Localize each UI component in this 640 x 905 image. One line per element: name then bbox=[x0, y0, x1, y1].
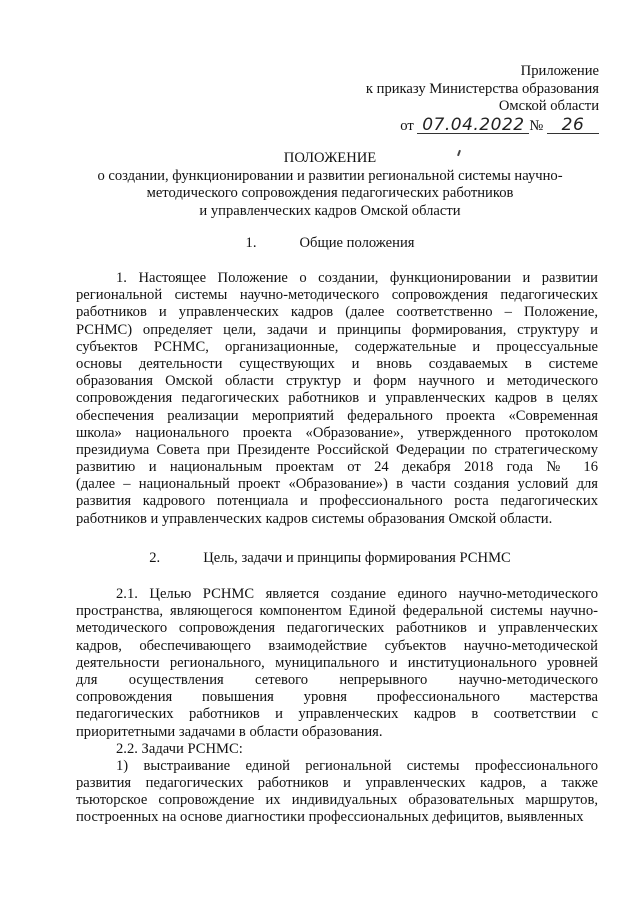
text-line: методического сопровождения педагогических работников и управленческих bbox=[76, 620, 598, 637]
number-label: № bbox=[529, 117, 544, 134]
text-line: школа» национального проекта «Образование», утвержденного протоколом bbox=[76, 424, 598, 441]
document-title bbox=[60, 150, 600, 220]
appendix-date-line bbox=[366, 114, 599, 136]
text-line: сопровождения педагогических работников и управленческих кадров в целях bbox=[76, 390, 598, 407]
text-line: основы деятельности существующих и вновь создаваемых в системе bbox=[76, 355, 598, 372]
text-line: сопровождения повышения уровня профессионального мастерства bbox=[76, 689, 598, 706]
text-line: президиума Совета при Президенте Российской Федерации по стратегическому bbox=[76, 441, 598, 458]
section-1-number: 1. bbox=[245, 235, 257, 251]
from-label: от bbox=[400, 117, 414, 134]
text-line: 1) выстраивание единой региональной системы профессионального bbox=[116, 757, 598, 774]
title-heading: ПОЛОЖЕНИЕ bbox=[283, 150, 377, 166]
text-line: 1. Настоящее Положение о создании, функционировании и развитии bbox=[116, 270, 598, 286]
handwritten-number: 26 bbox=[547, 117, 599, 134]
text-line: тьюторское сопровождение их индивидуальных образовательных маршрутов, bbox=[76, 792, 598, 809]
text-line: построенных на основе диагностики профессиональных дефицитов, выявленных bbox=[76, 809, 584, 826]
text-line: 2.1. Целью РСНМС является создание единого научно-методического bbox=[116, 586, 598, 602]
appendix-header bbox=[366, 63, 599, 135]
handwritten-date: 07.04.2022 bbox=[417, 117, 529, 134]
text-line: развитию и национальным проектам от 24 декабря 2018 года № 16 bbox=[76, 459, 598, 476]
text-line: региональной системы научно-методического сопровождения педагогических bbox=[76, 287, 598, 304]
text-line: кадров, обеспечивающего взаимодействие субъектов научно-методической bbox=[76, 637, 598, 654]
section-1-body bbox=[76, 270, 598, 528]
title-subtitle-line-1: о создании, функционировании и развитии региональной системы научно- bbox=[97, 167, 563, 184]
title-subtitle-line-3: и управленческих кадров Омской области bbox=[199, 202, 461, 219]
text-line: для осуществления сетевого непрерывного научно-методического bbox=[76, 671, 598, 688]
text-line: работников и управленческих кадров системы образования Омской области. bbox=[76, 510, 553, 527]
section-2-number: 2. bbox=[149, 550, 161, 566]
section-2-title: Цель, задачи и принципы формирования РСНМС bbox=[203, 550, 511, 566]
text-line: деятельности регионального, муниципального и институционального уровней bbox=[76, 654, 598, 671]
section-2-heading bbox=[60, 550, 600, 567]
section-1-heading bbox=[60, 235, 600, 252]
text-line: субъектов РСНМС, организационные, содержательные и процессуальные bbox=[76, 338, 598, 355]
text-line: развития кадрового потенциала и профессионального роста педагогических bbox=[76, 493, 598, 510]
text-line: РСНМС) определяет цели, задачи и принципы формирования, структуру и bbox=[76, 321, 598, 338]
section-2-body bbox=[76, 586, 598, 827]
appendix-order-ref: к приказу Министерства образования bbox=[365, 80, 599, 97]
text-line: пространства, являющегося компонентом Единой федеральной системы научно- bbox=[76, 603, 598, 620]
text-line: педагогических работников и управленческих кадров в соответствии с bbox=[76, 706, 598, 723]
text-line: 2.2. Задачи РСНМС: bbox=[116, 740, 243, 757]
section-1-title: Общие положения bbox=[299, 235, 415, 251]
text-line: развития педагогических работников и управленческих кадров, а также bbox=[76, 775, 598, 792]
appendix-region: Омской области bbox=[498, 98, 599, 114]
text-line: обеспечения реализации мероприятий федерального проекта «Современная bbox=[76, 407, 598, 424]
title-subtitle-line-2: методического сопровождения педагогических работников bbox=[146, 185, 514, 201]
text-line: работников и управленческих кадров (далее соответственно – Положение, bbox=[76, 304, 598, 321]
text-line: приоритетными задачами в области образования. bbox=[76, 723, 383, 740]
appendix-label: Приложение bbox=[520, 63, 599, 79]
text-line: (далее – национальный проект «Образование») в части создания условий для bbox=[76, 476, 598, 493]
text-line: образования Омской области структур и форм научного и методического bbox=[76, 373, 598, 390]
